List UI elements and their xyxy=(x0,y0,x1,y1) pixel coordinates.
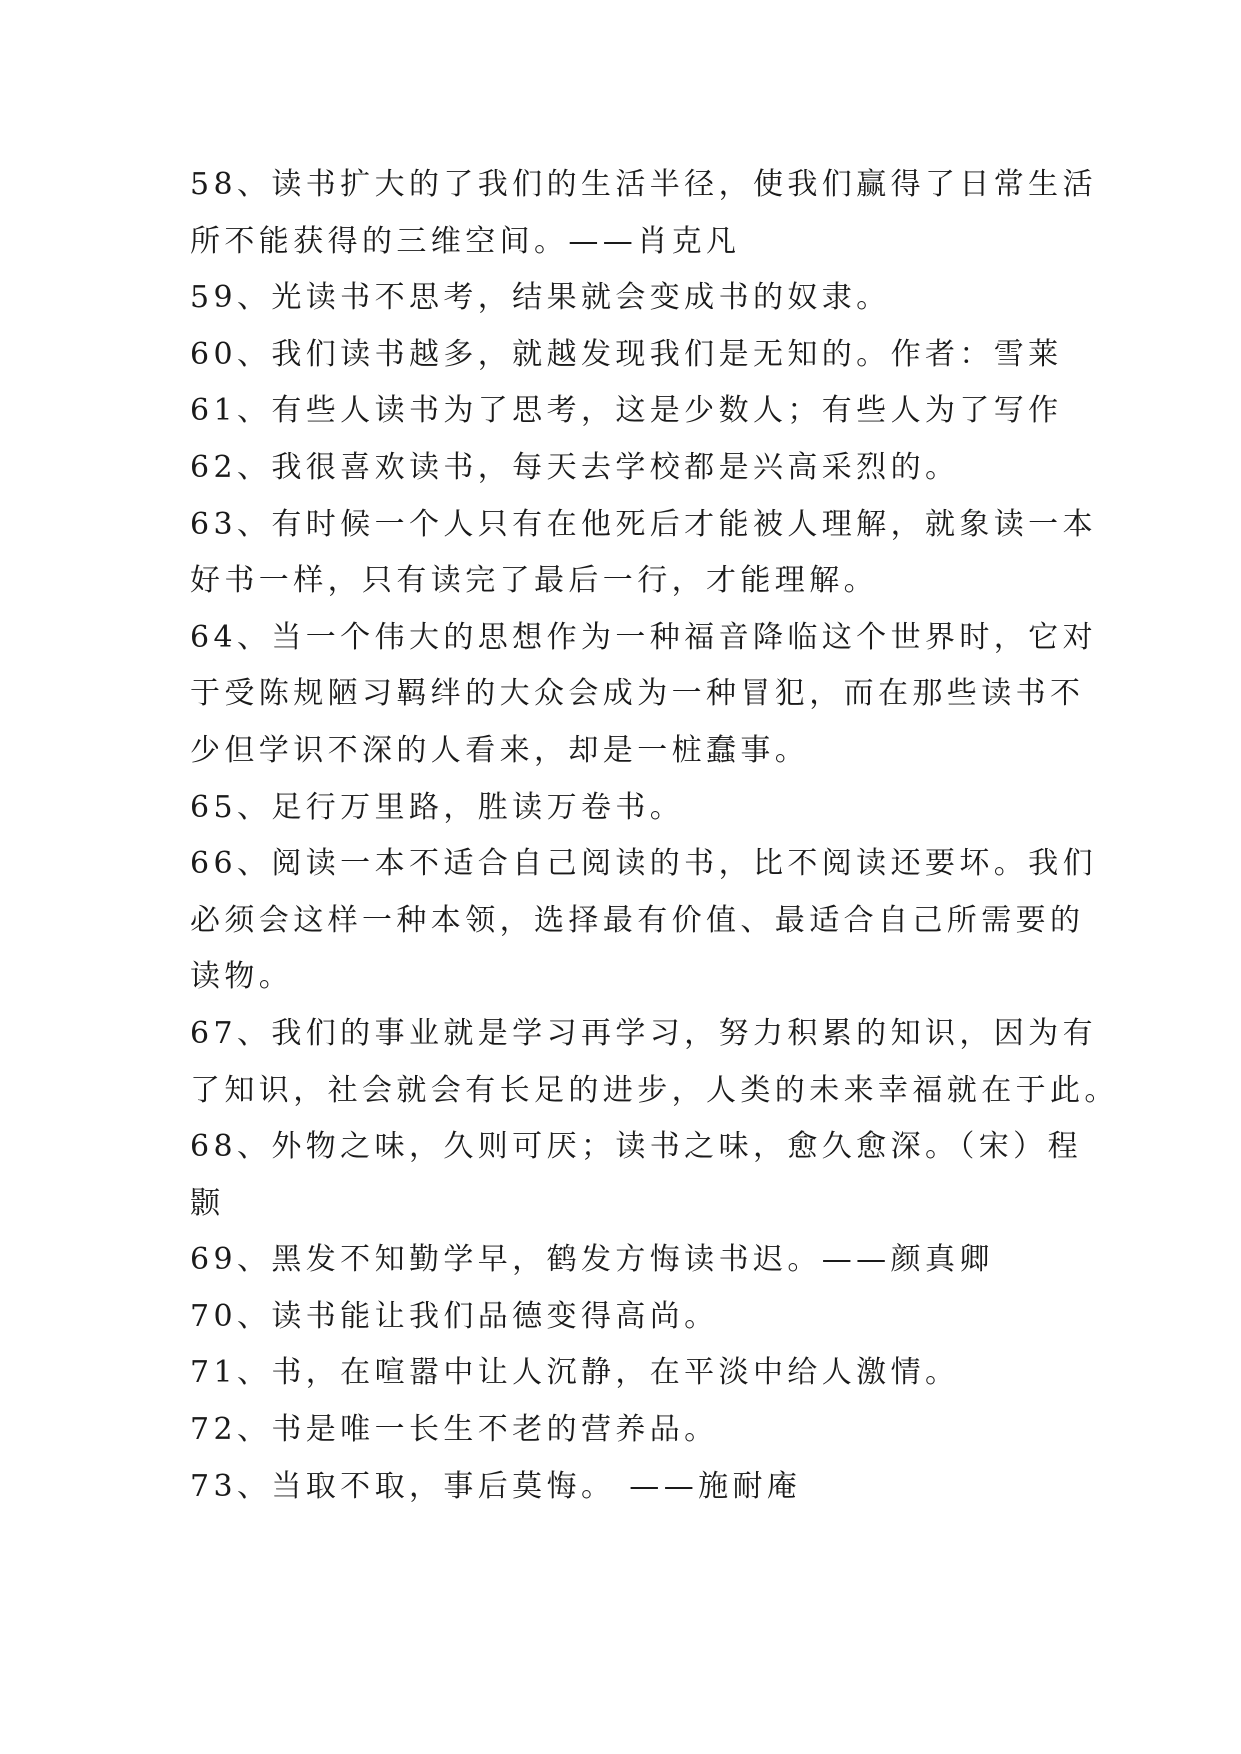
quote-66-line-2: 必须会这样一种本领，选择最有价值、最适合自己所需要的 xyxy=(190,902,1085,938)
quote-66-line-1: 66、阅读一本不适合自己阅读的书，比不阅读还要坏。我们 xyxy=(190,846,1097,882)
quote-64 xyxy=(190,610,1097,780)
quote-59-line-1: 59、光读书不思考，结果就会变成书的奴隶。 xyxy=(190,280,891,316)
quote-60 xyxy=(190,327,1070,384)
quote-72-line-1: 72、书是唯一长生不老的营养品。 xyxy=(190,1412,719,1448)
quote-67-line-1: 67、我们的事业就是学习再学习，努力积累的知识，因为有 xyxy=(190,1015,1097,1051)
quote-62 xyxy=(190,440,1070,497)
quote-70 xyxy=(190,1289,1070,1346)
quote-68 xyxy=(190,1119,1082,1232)
quote-72 xyxy=(190,1402,1070,1459)
quote-65-line-1: 65、足行万里路，胜读万卷书。 xyxy=(190,789,685,825)
quote-62-line-1: 62、我很喜欢读书，每天去学校都是兴高采烈的。 xyxy=(190,449,960,485)
quote-58-line-1: 58、读书扩大的了我们的生活半径，使我们赢得了日常生活 xyxy=(190,167,1097,202)
quote-61 xyxy=(190,383,1070,440)
quote-59 xyxy=(190,270,1070,327)
quote-66-line-3: 读物。 xyxy=(190,959,294,995)
quote-63 xyxy=(190,497,1097,610)
quote-58-line-2: 所不能获得的三维空间。——肖克凡 xyxy=(190,223,741,259)
quote-70-line-1: 70、读书能让我们品德变得高尚。 xyxy=(190,1298,719,1334)
quote-68-line-1: 68、外物之味，久则可厌；读书之味，愈久愈深。（宋）程 xyxy=(190,1129,1082,1165)
quote-65 xyxy=(190,780,1070,837)
quote-71 xyxy=(190,1345,1070,1402)
quote-69 xyxy=(190,1232,1070,1289)
quote-68-line-2: 颢 xyxy=(190,1185,225,1221)
quote-63-line-2: 好书一样，只有读完了最后一行，才能理解。 xyxy=(190,563,878,599)
quote-63-line-1: 63、有时候一个人只有在他死后才能被人理解，就象读一本 xyxy=(190,506,1097,542)
quote-64-line-1: 64、当一个伟大的思想作为一种福音降临这个世界时，它对 xyxy=(190,619,1097,655)
quote-67-line-2: 了知识，社会就会有长足的进步，人类的未来幸福就在于此。 xyxy=(190,1072,1119,1108)
quote-64-line-3: 少但学识不深的人看来，却是一桩蠢事。 xyxy=(190,732,810,768)
quote-60-line-1: 60、我们读书越多，就越发现我们是无知的。作者：雪莱 xyxy=(190,336,1063,372)
quote-73 xyxy=(190,1459,1070,1516)
quote-71-line-1: 71、书，在喧嚣中让人沉静，在平淡中给人激情。 xyxy=(190,1355,960,1391)
quote-69-line-1: 69、黑发不知勤学早，鹤发方悔读书迟。——颜真卿 xyxy=(190,1242,994,1278)
quote-64-line-2: 于受陈规陋习羁绊的大众会成为一种冒犯，而在那些读书不 xyxy=(190,676,1085,712)
quote-66 xyxy=(190,836,1097,1006)
quote-67 xyxy=(190,1006,1119,1119)
quote-73-line-1: 73、当取不取，事后莫悔。 ——施耐庵 xyxy=(190,1468,802,1504)
quote-58 xyxy=(190,157,1097,270)
document-body xyxy=(190,157,1119,1515)
quote-61-line-1: 61、有些人读书为了思考，这是少数人；有些人为了写作 xyxy=(190,393,1063,429)
